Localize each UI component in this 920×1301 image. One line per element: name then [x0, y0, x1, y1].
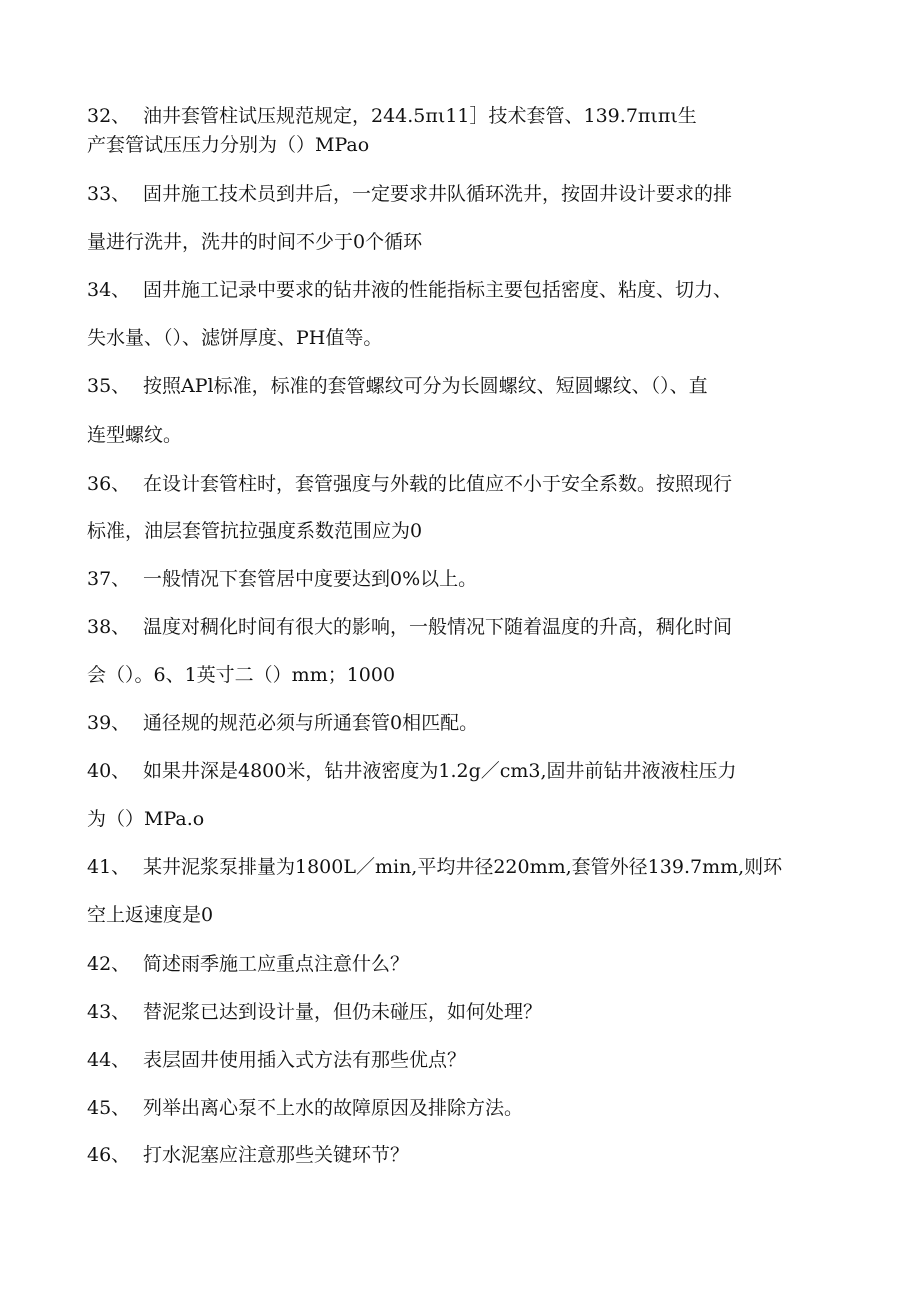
question-34: [87, 278, 827, 302]
question-number: 35、: [87, 375, 131, 397]
question-text: 一般情况下套管居中度要达到0%以上。: [143, 568, 478, 590]
question-text: 打水泥塞应注意那些关键环节？: [143, 1144, 410, 1166]
question-number: 34、: [87, 279, 131, 301]
question-40-continuation: 为（）MPa.o: [87, 808, 205, 830]
question-number: 38、: [87, 616, 131, 638]
question-number: 46、: [87, 1144, 131, 1166]
question-text: 通径规的规范必须与所通套管0相匹配。: [143, 712, 479, 734]
question-32-continuation: 产套管试压压力分别为（）MPao: [87, 134, 370, 156]
question-36: [87, 472, 827, 496]
question-number: 43、: [87, 1001, 131, 1023]
question-36-continuation: 标准，油层套管抗拉强度系数范围应为0: [87, 520, 423, 542]
question-number: 44、: [87, 1049, 131, 1071]
question-38-continuation: 会（）。6、1英寸二（）mm；1000: [87, 664, 396, 686]
question-32: [87, 104, 827, 128]
question-41-continuation: 空上返速度是0: [87, 904, 214, 926]
question-text: 简述雨季施工应重点注意什么？: [143, 953, 410, 975]
question-number: 33、: [87, 183, 131, 205]
question-text: 固井施工记录中要求的钻井液的性能指标主要包括密度、粘度、切力、: [143, 279, 733, 301]
question-46: [87, 1143, 827, 1167]
question-41: [87, 855, 827, 879]
question-37: [87, 567, 827, 591]
question-text: 表层固井使用插入式方法有那些优点？: [143, 1049, 467, 1071]
question-number: 41、: [87, 856, 131, 878]
question-text: 在设计套管柱时，套管强度与外载的比值应不小于安全系数。按照现行: [143, 473, 733, 495]
question-text: 按照APl标准，标准的套管螺纹可分为长圆螺纹、短圆螺纹、（）、直: [143, 375, 708, 397]
question-text: 某井泥浆泵排量为1800L／min,平均井径220mm,套管外径139.7mm,则环: [143, 856, 783, 878]
question-43: [87, 1000, 827, 1024]
question-45: [87, 1096, 827, 1120]
question-text: 油井套管柱试压规范规定，244.5πι11］技术套管、139.7πιπι生: [143, 105, 697, 127]
question-number: 45、: [87, 1097, 131, 1119]
question-33: [87, 182, 827, 206]
question-text: 列举出离心泵不上水的故障原因及排除方法。: [143, 1097, 524, 1119]
question-33-continuation: 量进行洗井，洗井的时间不少于0个循环: [87, 231, 423, 253]
question-number: 37、: [87, 568, 131, 590]
question-35-continuation: 连型螺纹。: [87, 424, 183, 446]
question-text: 固井施工技术员到井后，一定要求井队循环洗井，按固井设计要求的排: [143, 183, 733, 205]
question-number: 39、: [87, 712, 131, 734]
question-number: 42、: [87, 953, 131, 975]
question-44: [87, 1048, 827, 1072]
question-text: 如果井深是4800米，钻井液密度为1.2g／cm3,固井前钻井液液柱压力: [143, 760, 737, 782]
question-number: 36、: [87, 473, 131, 495]
question-39: [87, 711, 827, 735]
question-text: 替泥浆已达到设计量，但仍未碰压，如何处理？: [143, 1001, 543, 1023]
question-42: [87, 952, 827, 976]
question-34-continuation: 失水量、（）、滤饼厚度、PH值等。: [87, 327, 383, 349]
question-text: 温度对稠化时间有很大的影响，一般情况下随着温度的升高，稠化时间: [143, 616, 733, 638]
question-35: [87, 374, 827, 398]
question-40: [87, 759, 827, 783]
question-number: 32、: [87, 105, 131, 127]
question-number: 40、: [87, 760, 131, 782]
question-38: [87, 615, 827, 639]
